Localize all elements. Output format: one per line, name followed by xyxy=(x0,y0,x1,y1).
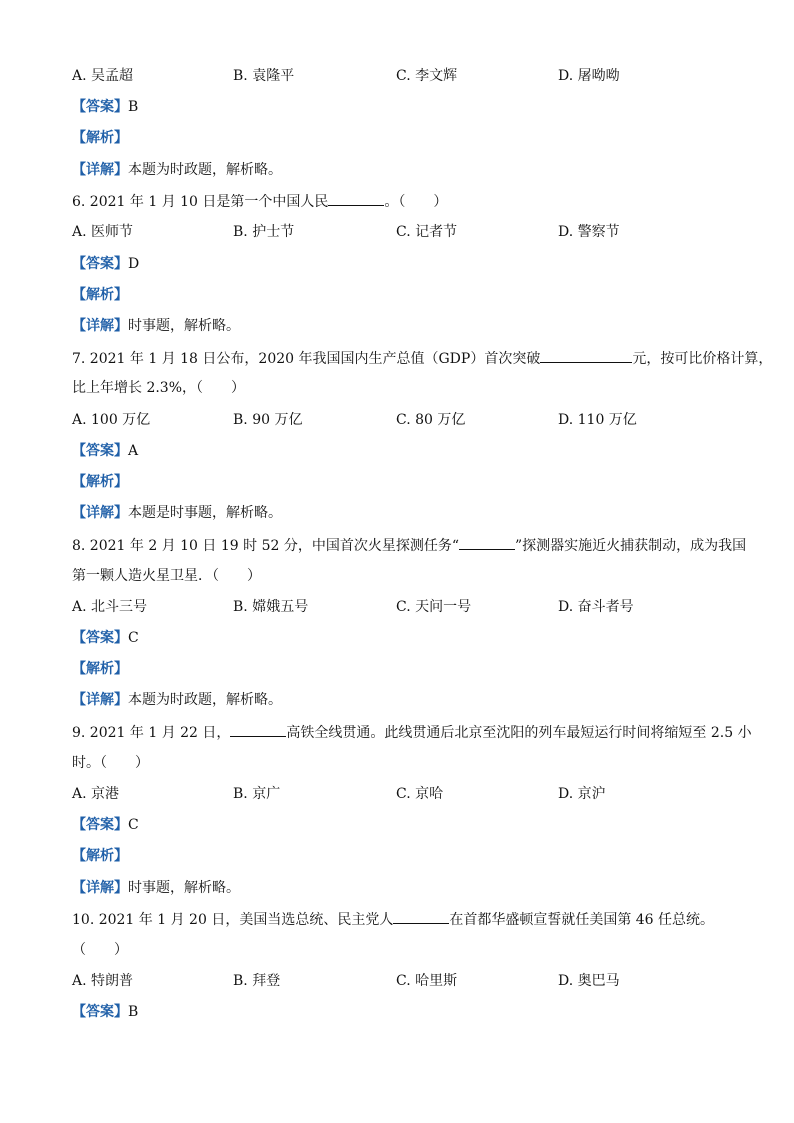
q7-detail xyxy=(72,503,282,523)
q10-answer xyxy=(72,1002,138,1022)
answer-tag: 【答案】 xyxy=(72,443,128,459)
q10-options xyxy=(72,971,732,991)
q7-option-b: B. 90 万亿 xyxy=(233,412,303,428)
q7-analysis xyxy=(72,472,128,492)
q6-stem-post: 。（ ） xyxy=(384,194,448,210)
q8-stem-post: ”探测器实施近火捕获制动，成为我国 xyxy=(515,538,747,554)
answer-value: A xyxy=(128,443,139,459)
q7-options xyxy=(72,410,732,430)
q8-options xyxy=(72,597,732,617)
q7-stem-pre: 7. 2021 年 1 月 18 日公布，2020 年我国国内生产总值（GDP）首次突破 xyxy=(72,351,541,367)
answer-value: D xyxy=(128,256,140,272)
detail-text: 时事题，解析略。 xyxy=(128,318,240,334)
q9-answer xyxy=(72,815,139,835)
q10-stem-pre: 10. 2021 年 1 月 20 日，美国当选总统、民主党人 xyxy=(72,912,394,928)
q8-detail xyxy=(72,690,282,710)
q9-option-b: B. 京广 xyxy=(233,786,281,802)
q8-stem xyxy=(72,535,746,555)
q9-option-a: A. 京港 xyxy=(72,786,120,802)
q5-option-d: D. 屠呦呦 xyxy=(558,68,620,84)
q8-stem-pre: 8. 2021 年 2 月 10 日 19 时 52 分，中国首次火星探测任务“ xyxy=(72,538,459,554)
q8-answer xyxy=(72,628,139,648)
q7-blank xyxy=(540,348,632,363)
q8-analysis xyxy=(72,659,128,679)
q9-options xyxy=(72,784,732,804)
q6-option-a: A. 医师节 xyxy=(72,224,134,240)
q8-option-a: A. 北斗三号 xyxy=(72,599,148,615)
answer-value: B xyxy=(128,99,139,115)
answer-value: C xyxy=(128,630,139,646)
q6-option-b: B. 护士节 xyxy=(233,224,295,240)
q10-option-c: C. 哈里斯 xyxy=(396,973,458,989)
q9-blank xyxy=(230,722,286,737)
q6-stem-pre: 6. 2021 年 1 月 10 日是第一个中国人民 xyxy=(72,194,329,210)
q6-options xyxy=(72,222,732,242)
q6-stem xyxy=(72,191,447,211)
answer-tag: 【答案】 xyxy=(72,817,128,833)
q9-stem-line2: 时。（ ） xyxy=(72,755,149,771)
analysis-tag: 【解析】 xyxy=(72,287,128,303)
q5-option-a: A. 吴孟超 xyxy=(72,68,134,84)
answer-value: C xyxy=(128,817,139,833)
q6-option-d: D. 警察节 xyxy=(558,224,620,240)
answer-tag: 【答案】 xyxy=(72,99,128,115)
q10-stem-line2: （ ） xyxy=(72,942,128,958)
answer-tag: 【答案】 xyxy=(72,630,128,646)
q10-option-b: B. 拜登 xyxy=(233,973,281,989)
q5-option-b: B. 袁隆平 xyxy=(233,68,295,84)
q7-option-d: D. 110 万亿 xyxy=(558,412,637,428)
q5-analysis xyxy=(72,128,128,148)
q7-stem-line2: 比上年增长 2.3%，（ ） xyxy=(72,380,246,396)
q6-answer xyxy=(72,254,139,274)
q6-detail xyxy=(72,316,240,336)
q7-option-a: A. 100 万亿 xyxy=(72,412,151,428)
answer-tag: 【答案】 xyxy=(72,256,128,272)
answer-value: B xyxy=(128,1004,139,1020)
q10-option-d: D. 奥巴马 xyxy=(558,973,620,989)
q7-answer xyxy=(72,441,138,461)
q9-option-c: C. 京哈 xyxy=(396,786,444,802)
detail-text: 本题是时事题，解析略。 xyxy=(128,505,282,521)
q9-analysis xyxy=(72,846,128,866)
analysis-tag: 【解析】 xyxy=(72,130,128,146)
detail-text: 本题为时政题，解析略。 xyxy=(128,162,282,178)
q5-options xyxy=(72,66,732,86)
q6-analysis xyxy=(72,285,128,305)
q9-stem-pre: 9. 2021 年 1 月 22 日， xyxy=(72,725,231,741)
q9-detail xyxy=(72,878,240,898)
q9-stem xyxy=(72,722,752,742)
q5-answer xyxy=(72,97,138,117)
q5-option-c: C. 李文辉 xyxy=(396,68,458,84)
q7-stem xyxy=(72,348,772,368)
q9-option-d: D. 京沪 xyxy=(558,786,606,802)
q10-stem xyxy=(72,909,714,929)
analysis-tag: 【解析】 xyxy=(72,661,128,677)
q7-stem-post: 元，按可比价格计算， xyxy=(632,351,773,367)
analysis-tag: 【解析】 xyxy=(72,848,128,864)
q6-blank xyxy=(328,191,384,206)
detail-tag: 【详解】 xyxy=(72,505,128,521)
q8-option-d: D. 奋斗者号 xyxy=(558,599,634,615)
q10-option-a: A. 特朗普 xyxy=(72,973,134,989)
q10-stem-post: 在首都华盛顿宣誓就任美国第 46 任总统。 xyxy=(449,912,715,928)
detail-tag: 【详解】 xyxy=(72,692,128,708)
q7-option-c: C. 80 万亿 xyxy=(396,412,466,428)
detail-tag: 【详解】 xyxy=(72,880,128,896)
detail-text: 时事题，解析略。 xyxy=(128,880,240,896)
detail-text: 本题为时政题，解析略。 xyxy=(128,692,282,708)
answer-tag: 【答案】 xyxy=(72,1004,128,1020)
q8-stem-line2: 第一颗人造火星卫星．（ ） xyxy=(72,568,261,584)
q8-blank xyxy=(459,535,515,550)
q9-stem-post: 高铁全线贯通。此线贯通后北京至沈阳的列车最短运行时间将缩短至 2.5 小 xyxy=(286,725,752,741)
q8-option-b: B. 嫦娥五号 xyxy=(233,599,309,615)
q10-blank xyxy=(393,909,449,924)
analysis-tag: 【解析】 xyxy=(72,474,128,490)
detail-tag: 【详解】 xyxy=(72,162,128,178)
q5-detail xyxy=(72,160,282,180)
detail-tag: 【详解】 xyxy=(72,318,128,334)
q6-option-c: C. 记者节 xyxy=(396,224,458,240)
q8-option-c: C. 天问一号 xyxy=(396,599,472,615)
